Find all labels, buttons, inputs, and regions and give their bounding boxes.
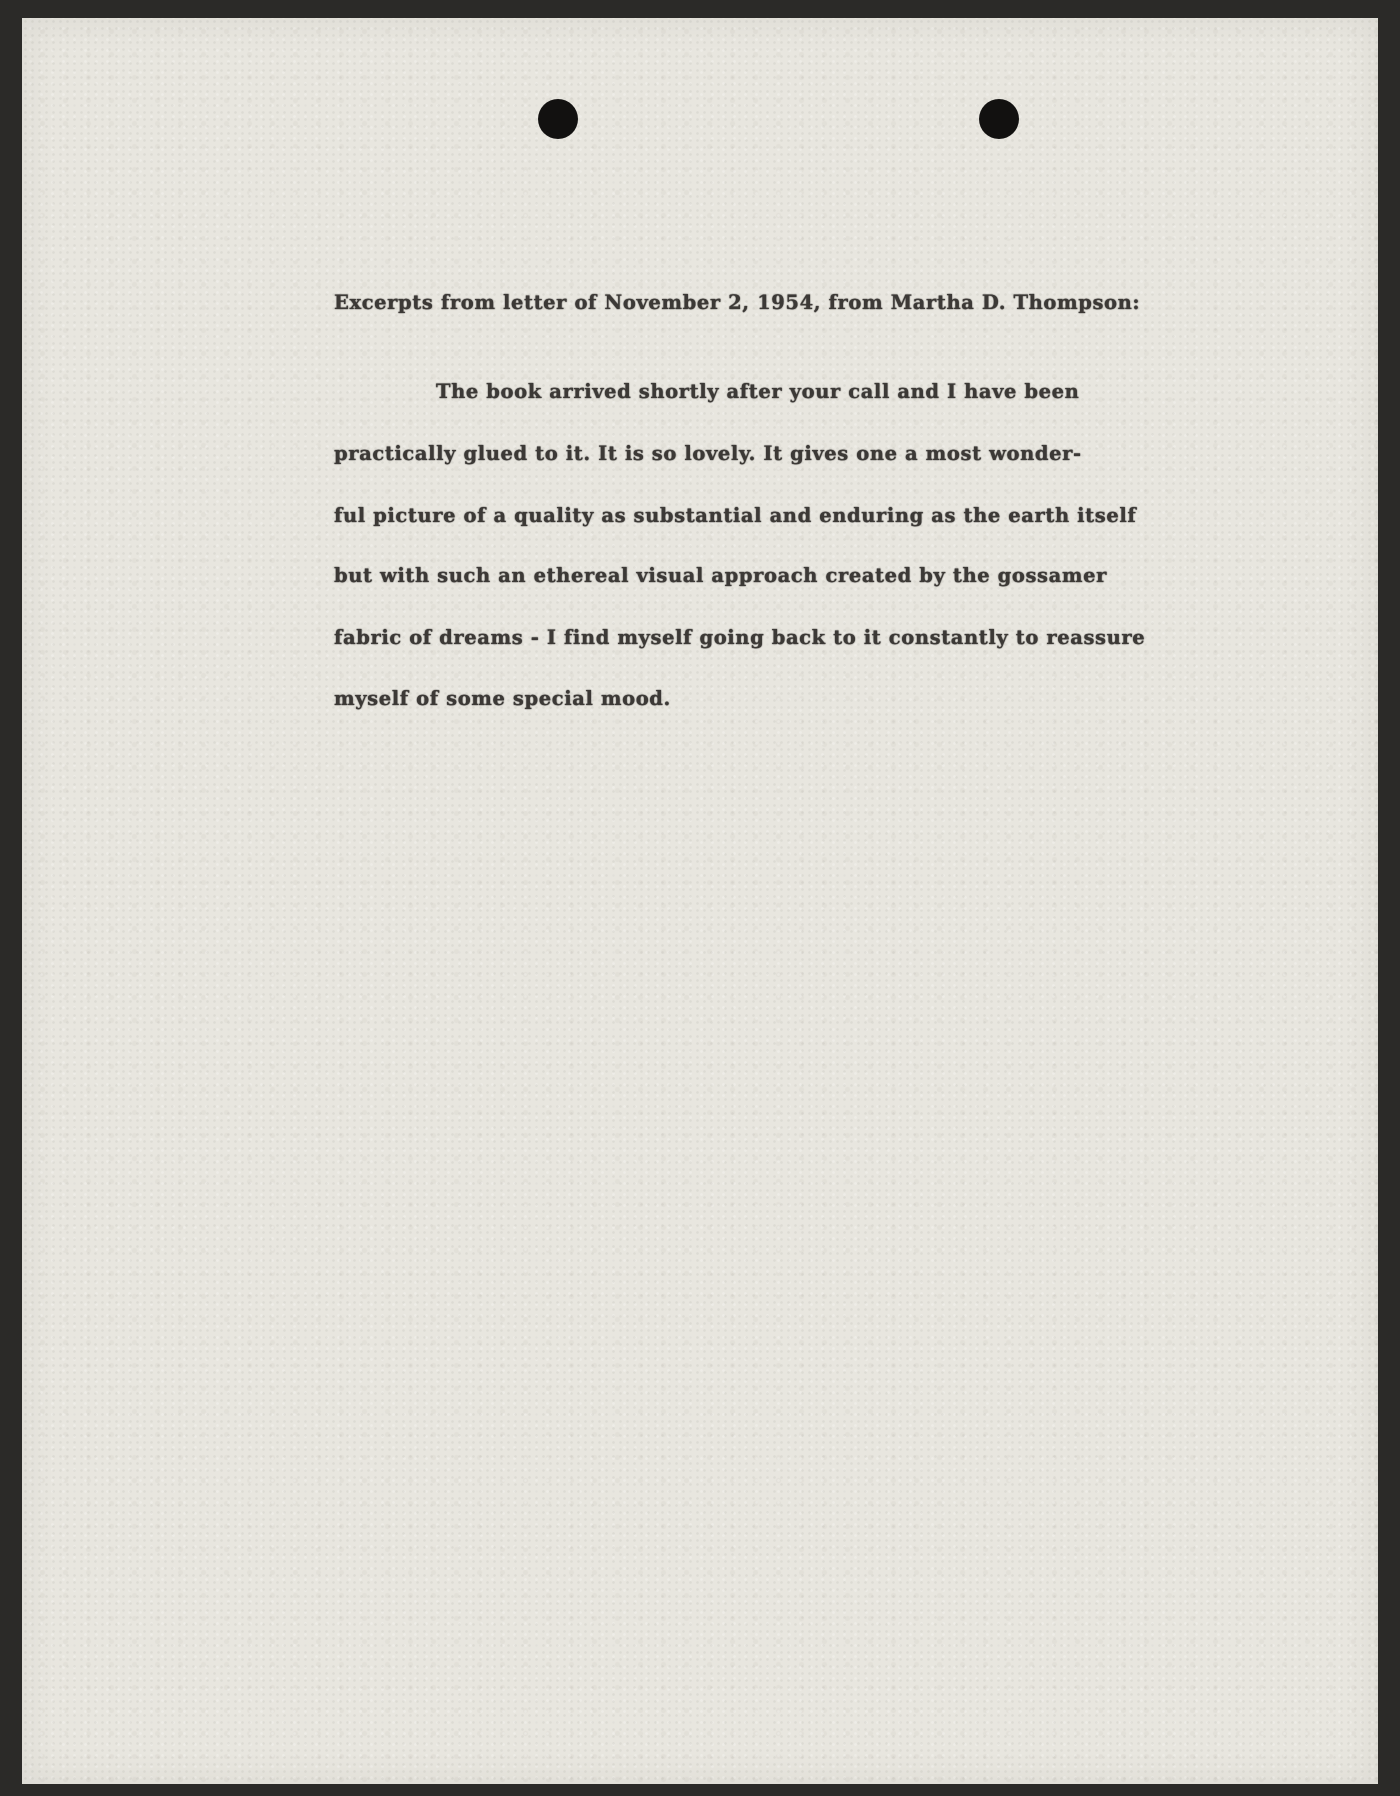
paper-sheet xyxy=(22,18,1378,1784)
body-line: ful picture of a quality as substantial and enduring as the earth itself xyxy=(334,504,1137,527)
body-line: fabric of dreams - I find myself going back to it constantly to reassure xyxy=(334,626,1146,649)
punch-hole-right xyxy=(979,99,1019,139)
body-line: practically glued to it. It is so lovely. It gives one a most wonder- xyxy=(334,442,1082,465)
letter-heading: Excerpts from letter of November 2, 1954, from Martha D. Thompson: xyxy=(334,291,1141,314)
body-line: but with such an ethereal visual approach created by the gossamer xyxy=(334,564,1107,587)
body-line: myself of some special mood. xyxy=(334,687,671,710)
punch-hole-left xyxy=(538,99,578,139)
body-line: The book arrived shortly after your call and I have been xyxy=(436,380,1080,403)
